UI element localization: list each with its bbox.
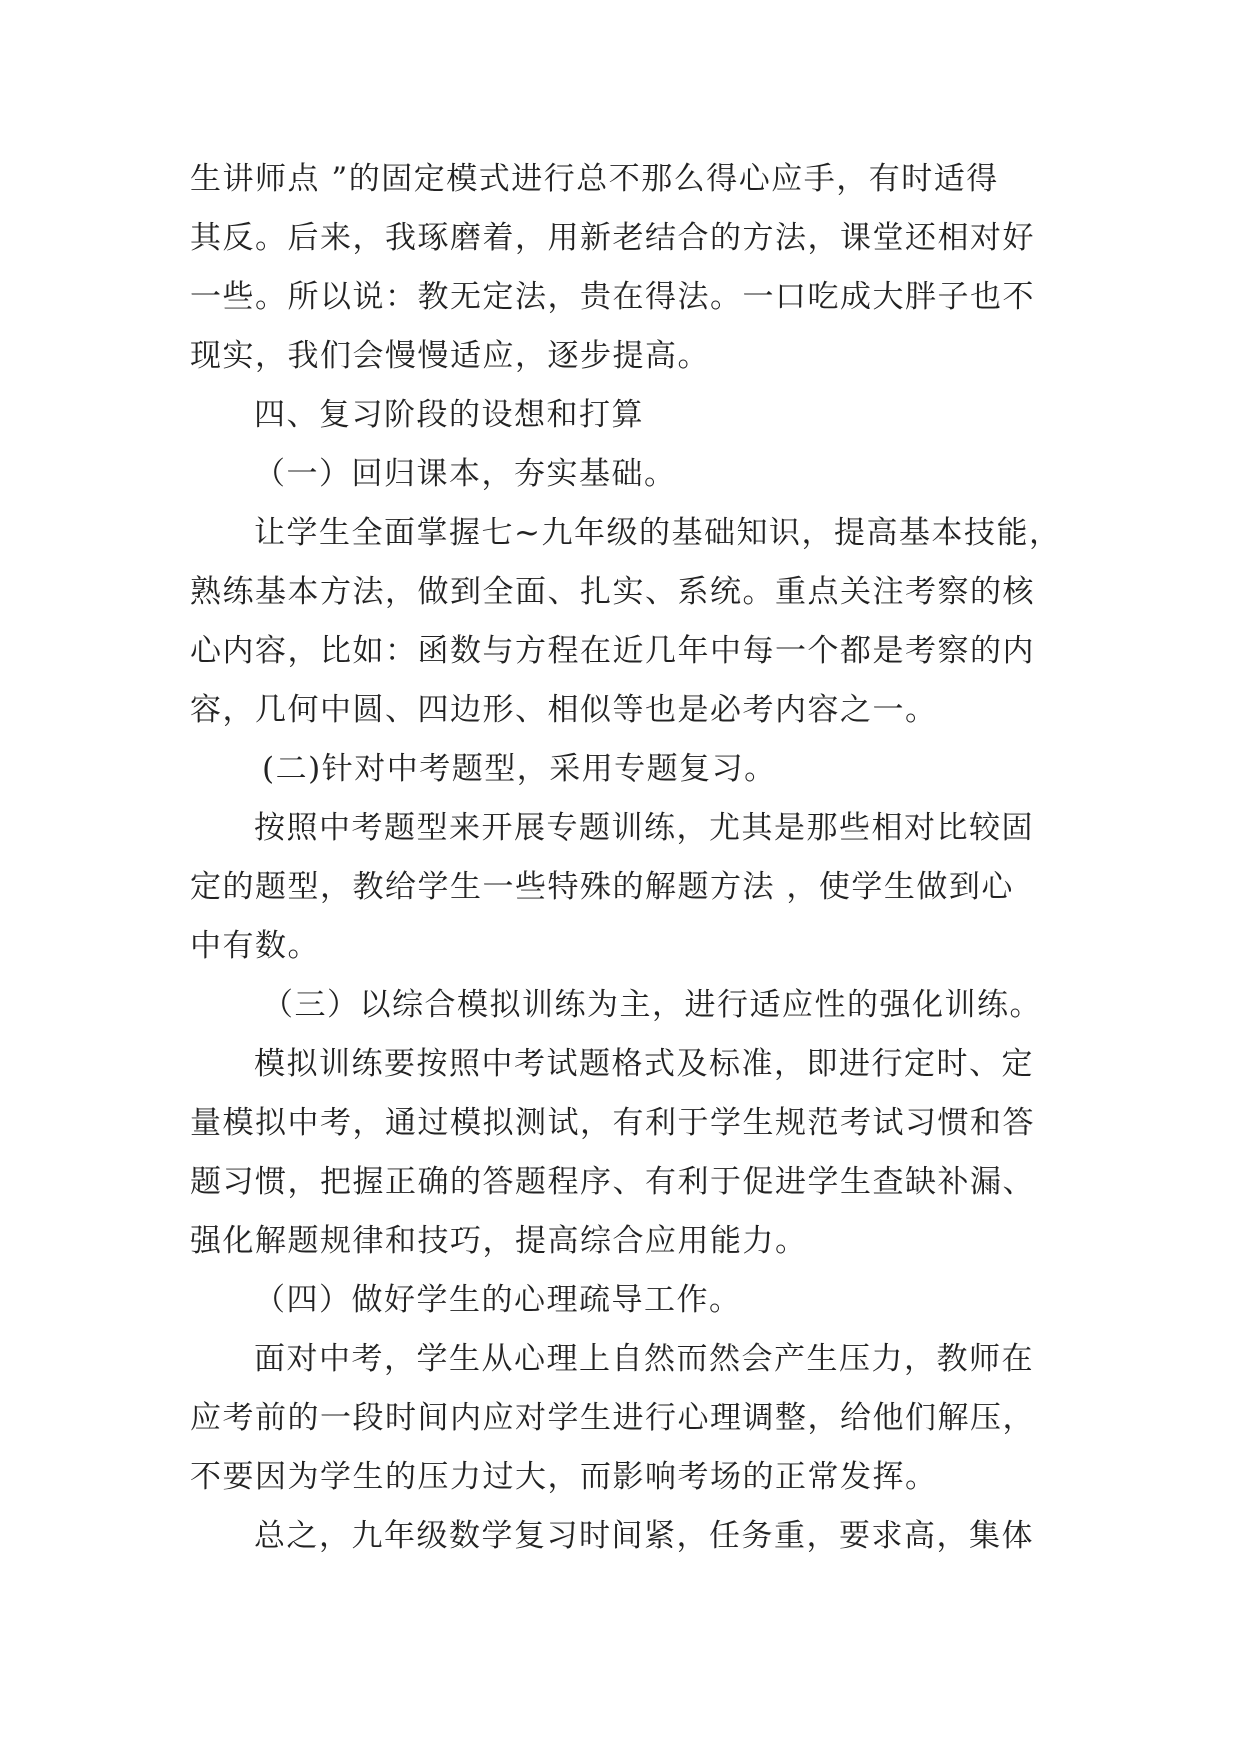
paragraph-line: 一些。所以说：教无定法，贵在得法。一口吃成大胖子也不 — [190, 279, 1035, 315]
paragraph-line: 应考前的一段时间内应对学生进行心理调整，给他们解压， — [190, 1400, 1035, 1436]
subsection-heading: （三）以综合模拟训练为主，进行适应性的强化训练。 — [262, 987, 1042, 1023]
subsection-heading: （一）回归课本，夯实基础。 — [254, 456, 677, 492]
paragraph-line: 容，几何中圆、四边形、相似等也是必考内容之一。 — [190, 692, 938, 728]
paragraph-line: 让学生全面掌握七~九年级的基础知识，提高基本技能， — [254, 515, 1062, 551]
section-heading: 四、复习阶段的设想和打算 — [254, 397, 644, 433]
subsection-heading: （四）做好学生的心理疏导工作。 — [254, 1282, 742, 1318]
paragraph-line: 题习惯，把握正确的答题程序、有利于促进学生查缺补漏、 — [190, 1164, 1035, 1200]
paragraph-line: 生讲师点 ”的固定模式进行总不那么得心应手，有时适得 — [190, 161, 999, 197]
paragraph-line: 总之，九年级数学复习时间紧，任务重，要求高，集体 — [254, 1518, 1034, 1554]
subsection-heading: (二)针对中考题型，采用专题复习。 — [262, 751, 777, 787]
paragraph-line: 心内容，比如：函数与方程在近几年中每一个都是考察的内 — [190, 633, 1035, 669]
paragraph-line: 熟练基本方法，做到全面、扎实、系统。重点关注考察的核 — [190, 574, 1035, 610]
paragraph-line: 强化解题规律和技巧，提高综合应用能力。 — [190, 1223, 808, 1259]
paragraph-line: 模拟训练要按照中考试题格式及标准，即进行定时、定 — [254, 1046, 1034, 1082]
paragraph-line: 其反。后来，我琢磨着，用新老结合的方法，课堂还相对好 — [190, 220, 1035, 256]
paragraph-line: 定的题型，教给学生一些特殊的解题方法 ，使学生做到心 — [190, 869, 1014, 905]
paragraph-line: 现实，我们会慢慢适应，逐步提高。 — [190, 338, 710, 374]
paragraph-line: 中有数。 — [190, 928, 320, 964]
paragraph-line: 不要因为学生的压力过大，而影响考场的正常发挥。 — [190, 1459, 938, 1495]
paragraph-line: 量模拟中考，通过模拟测试，有利于学生规范考试习惯和答 — [190, 1105, 1035, 1141]
paragraph-line: 面对中考，学生从心理上自然而然会产生压力，教师在 — [254, 1341, 1034, 1377]
paragraph-line: 按照中考题型来开展专题训练，尤其是那些相对比较固 — [254, 810, 1034, 846]
